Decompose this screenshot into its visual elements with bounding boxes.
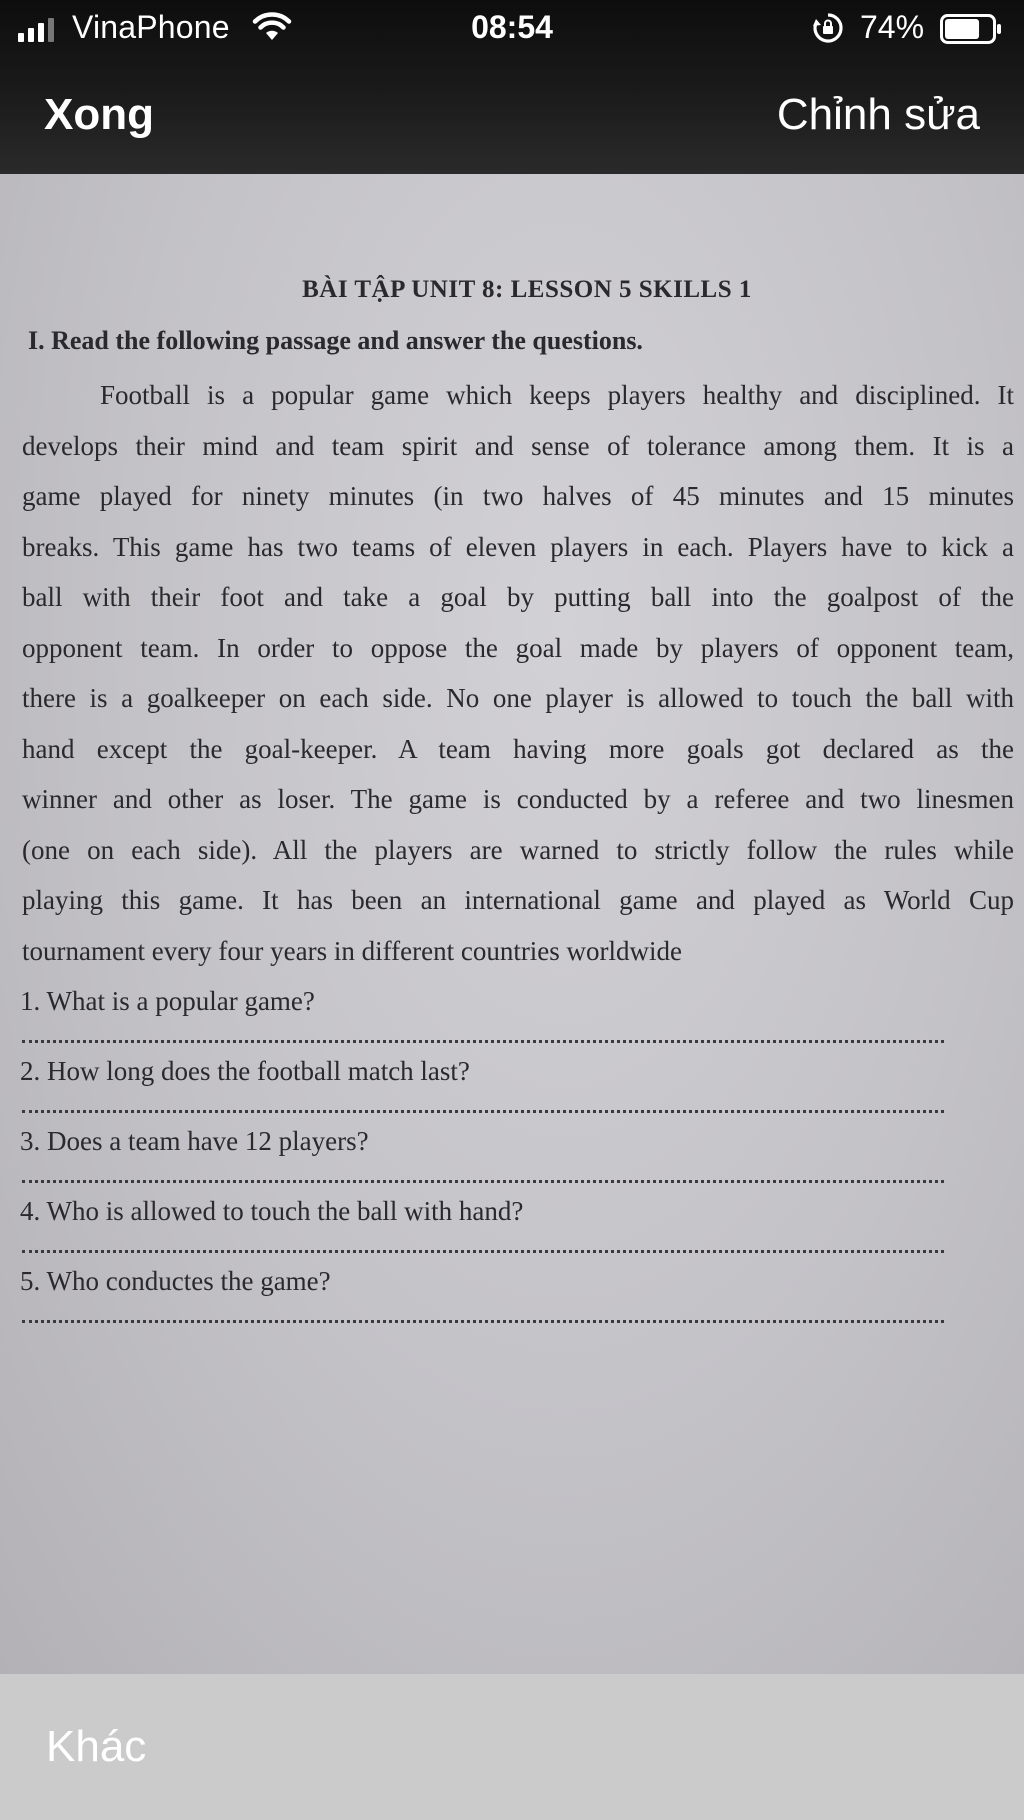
passage-line: playing this game. It has been an international game and played as World Cup: [22, 885, 1014, 915]
battery-percentage: 74%: [860, 9, 925, 45]
question-item: [20, 986, 960, 1056]
question-text: 1. What is a popular game?: [20, 986, 315, 1016]
passage-line: there is a goalkeeper on each side. No one player is allowed to touch the ball with: [22, 683, 1014, 713]
edit-button[interactable]: Chỉnh sửa: [776, 90, 980, 139]
question-item: [20, 1196, 960, 1266]
passage-line: (one on each side). All the players are warned to strictly follow the rules while: [22, 834, 1014, 865]
question-text: 3. Does a team have 12 players?: [20, 1126, 369, 1156]
carrier-name: VinaPhone: [72, 9, 230, 45]
passage-line: opponent team. In order to oppose the goal made by players of opponent team,: [22, 632, 1014, 663]
done-button[interactable]: Xong: [44, 90, 154, 139]
question-text: 5. Who conductes the game?: [20, 1266, 331, 1296]
bottom-toolbar: [0, 1674, 1024, 1820]
battery-icon: [940, 14, 1002, 44]
question-item: [20, 1126, 960, 1196]
question-item: [20, 1266, 960, 1336]
passage-line: Football is a popular game which keeps players healthy and disciplined. It: [100, 380, 1014, 410]
question-list: [20, 986, 960, 1336]
question-text: 4. Who is allowed to touch the ball with hand?: [20, 1196, 524, 1226]
question-item: [20, 1056, 960, 1126]
answer-dotted-line: [22, 1040, 944, 1043]
answer-dotted-line: [22, 1180, 944, 1183]
status-time: 08:54: [471, 9, 553, 45]
question-text: 2. How long does the football match last?: [20, 1056, 470, 1086]
passage-line: breaks. This game has two teams of eleven players in each. Players have to kick a: [22, 531, 1014, 562]
more-button[interactable]: Khác: [46, 1722, 147, 1771]
passage-line: tournament every four years in different countries worldwide: [22, 935, 683, 966]
scanned-document: [0, 174, 1024, 1674]
reading-passage: [22, 370, 1014, 976]
answer-dotted-line: [22, 1320, 944, 1323]
passage-line: ball with their foot and take a goal by putting ball into the goalpost of the: [22, 582, 1014, 612]
status-bar: [0, 0, 1024, 58]
document-title: BÀI TẬP UNIT 8: LESSON 5 SKILLS 1: [302, 276, 752, 303]
answer-dotted-line: [22, 1250, 944, 1253]
answer-dotted-line: [22, 1110, 944, 1113]
passage-line: winner and other as loser. The game is conducted by a referee and two linesmen: [22, 784, 1014, 814]
passage-line: game played for ninety minutes (in two halves of 45 minutes and 15 minutes: [22, 481, 1014, 511]
rotation-lock-icon: [812, 12, 844, 44]
passage-line: develops their mind and team spirit and sense of tolerance among them. It is a: [22, 430, 1014, 461]
section-heading: I. Read the following passage and answer the questions.: [28, 326, 643, 355]
top-bar: [0, 0, 1024, 174]
passage-line: hand except the goal-keeper. A team having more goals got declared as the: [22, 733, 1014, 764]
